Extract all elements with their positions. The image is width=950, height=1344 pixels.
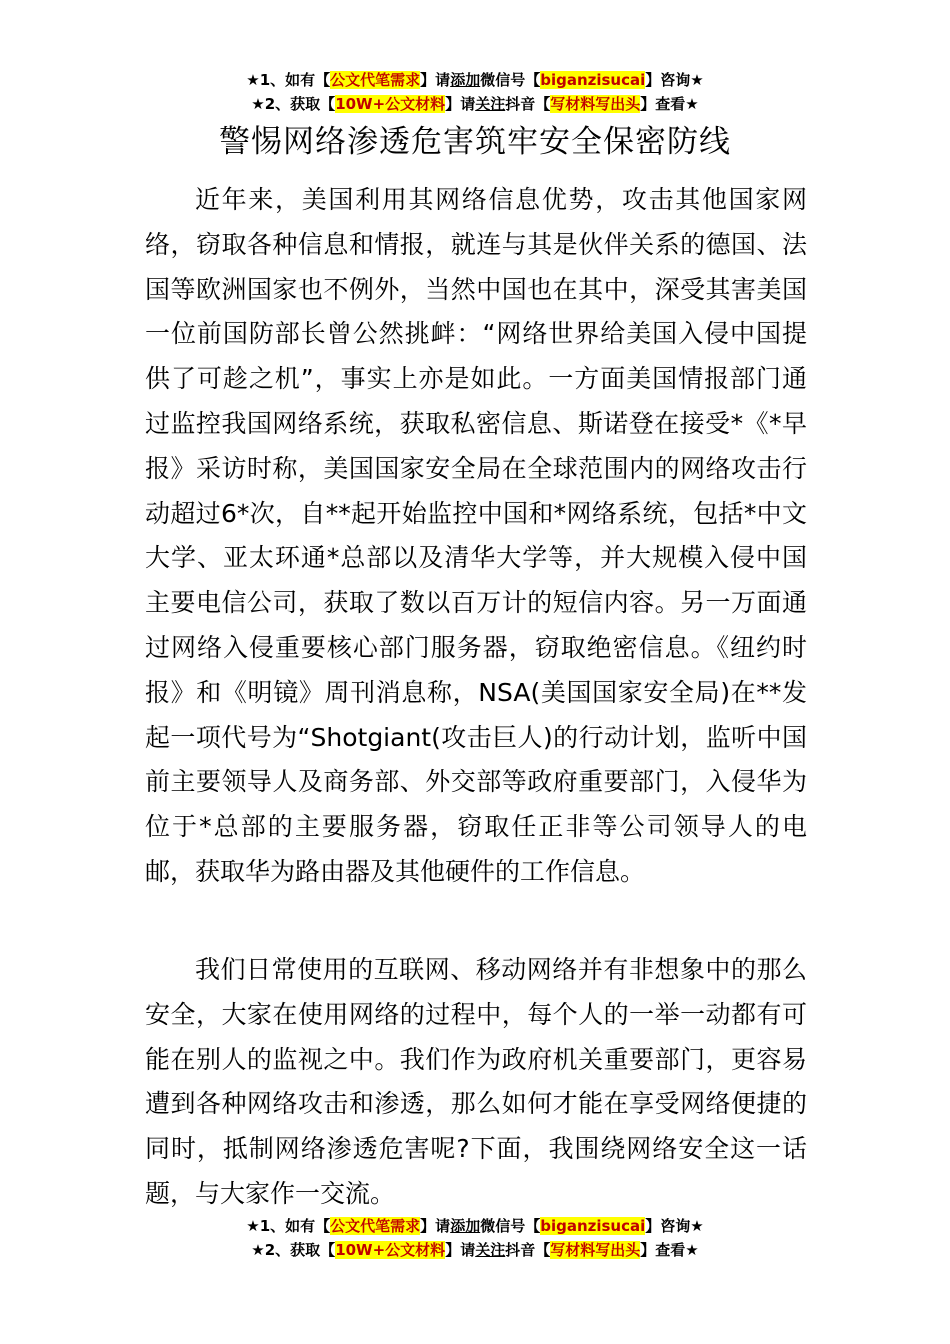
promo-line-2: ★2、获取【10W+公文材料】请关注抖音【写材料写出头】查看★: [251, 1241, 699, 1259]
highlight-douyin-account: 写材料写出头: [550, 95, 641, 113]
highlight-wechat-id: biganzisucai: [540, 1217, 646, 1235]
body-paragraph-1: 近年来，美国利用其网络信息优势，攻击其他国家网络，窃取各种信息和情报，就连与其是伙伴关系的德国、法国等欧洲国家也不例外，当然中国也在其中，深受其害美国一位前国防部长曾公然挑衅：“网络世界给美国入侵中国提供了可趁之机”，事实上亦是如此。一方面美国情报部门通过监控我国网络系统，获取私密信息、斯诺登在接受*《*早报》采访时称，美国国家安全局在全球范围内的网络攻击行动超过6*次，自**起开始监控中国和*网络系统，包括*中文大学、亚太环通*总部以及清华大学等，并大规模入侵中国主要电信公司，获取了数以百万计的短信内容。另一万面通过网络入侵重要核心部门服务器，窃取绝密信息。《纽约时报》和《明镜》周刊消息称，NSA(美国国家安全局)在**发起一项代号为“Shotgiant(攻击巨人)的行动计划，监听中国前主要领导人及商务部、外交部等政府重要部门，入侵华为位于*总部的主要服务器，窃取任正非等公司领导人的电邮，获取华为路由器及其他硬件的工作信息。: [145, 185, 807, 886]
promo-line-2: ★2、获取【10W+公文材料】请关注抖音【写材料写出头】查看★: [251, 95, 699, 113]
body-paragraph-2: 我们日常使用的互联网、移动网络并有非想象中的那么安全，大家在使用网络的过程中，每个人的一举一动都有可能在别人的监视之中。我们作为政府机关重要部门，更容易遭到各种网络攻击和渗透，那么如何才能在享受网络便捷的同时，抵制网络渗透危害呢?下面，我围绕网络安全这一话题，与大家作一交流。: [145, 955, 807, 1208]
promo-line-1: ★1、如有【公文代笔需求】请添加微信号【biganzisucai】咨询★: [246, 71, 704, 89]
highlight-douyin-account: 写材料写出头: [550, 1241, 641, 1259]
highlight-materials: 10W+公文材料: [335, 95, 446, 113]
promo-line-1: ★1、如有【公文代笔需求】请添加微信号【biganzisucai】咨询★: [246, 1217, 704, 1235]
highlight-wechat-id: biganzisucai: [540, 71, 646, 89]
highlight-materials: 10W+公文材料: [335, 1241, 446, 1259]
promo-banner-bottom: [0, 1214, 950, 1262]
promo-banner-top: [0, 68, 950, 116]
highlight-service: 公文代笔需求: [330, 71, 421, 89]
highlight-service: 公文代笔需求: [330, 1217, 421, 1235]
document-title: 警惕网络渗透危害筑牢安全保密防线: [219, 124, 731, 160]
